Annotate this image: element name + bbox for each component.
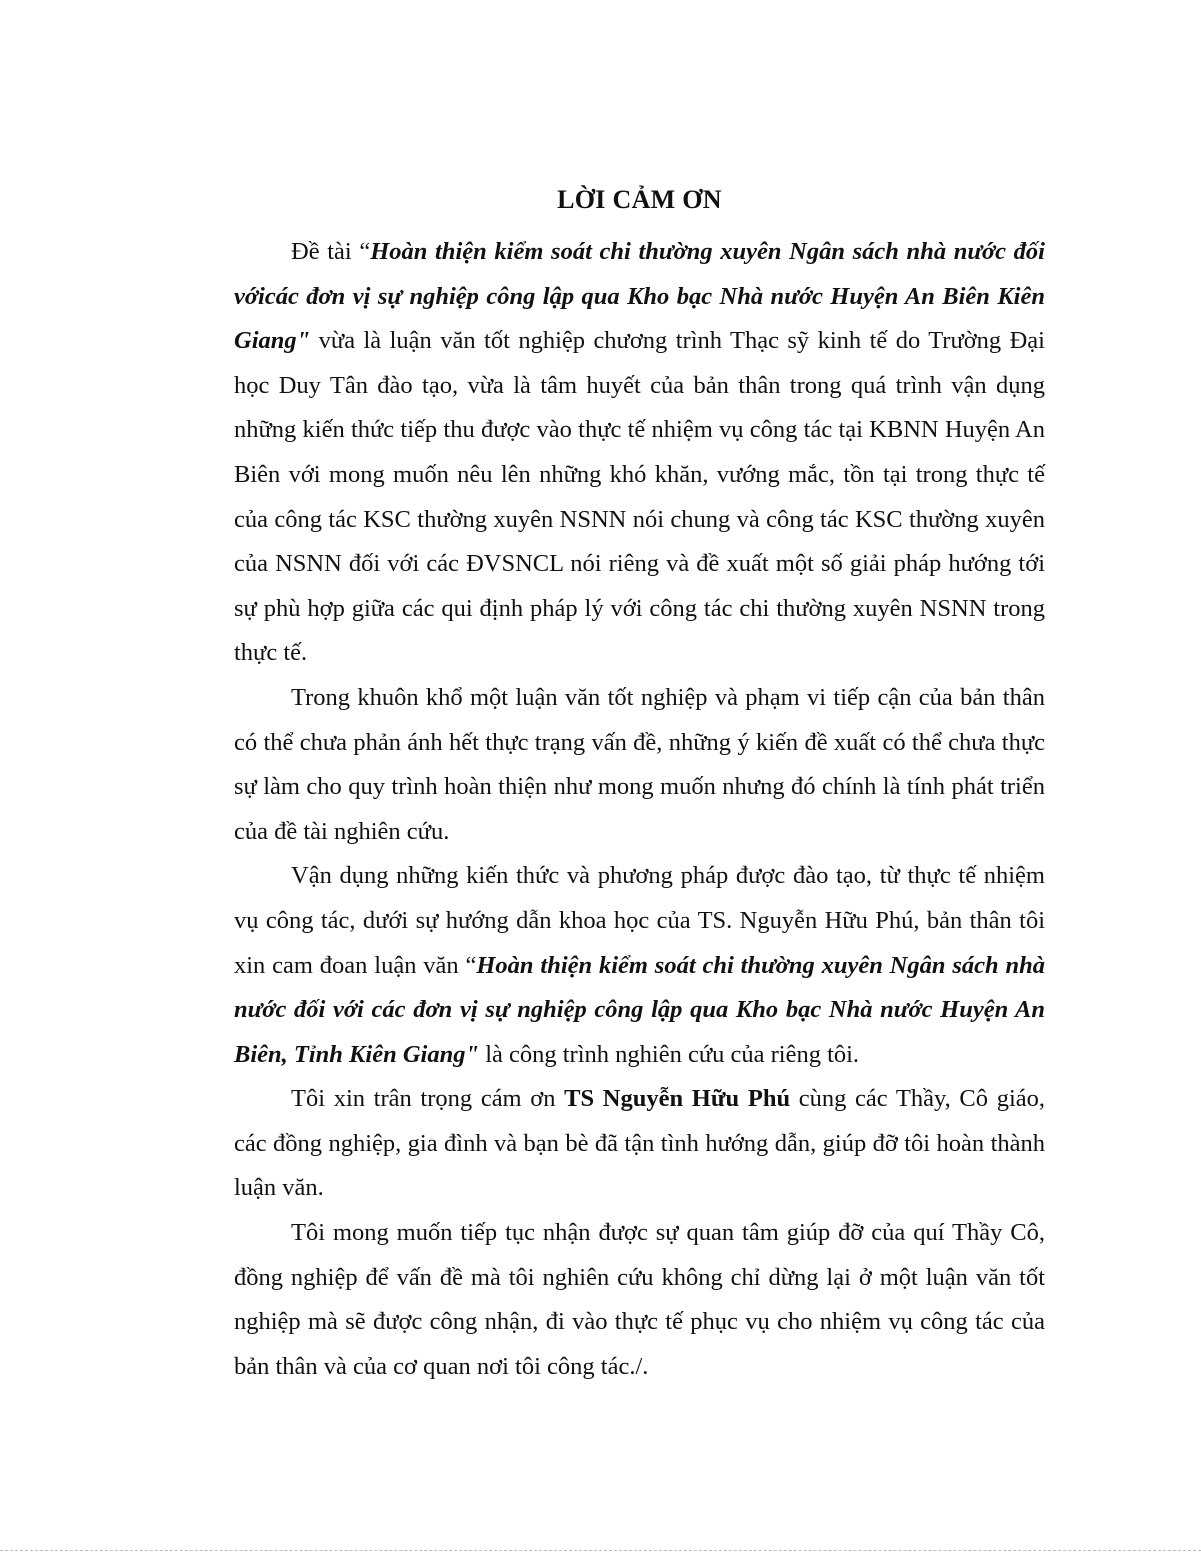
- paragraph-1-intro: Đề tài “: [291, 238, 371, 265]
- page-title: LỜI CẢM ƠN: [557, 185, 722, 214]
- paragraph-1: [234, 230, 1045, 676]
- thesis-title-emphasis: Hoàn thiện kiểm soát chi thường xuyên Ngân sách nhà nước đối vớicác đơn vị sự nghiệp công lập qua Kho bạc Nhà nước Huyện An Biên Kiên Giang": [234, 238, 1045, 355]
- paragraph-4: [234, 1077, 1045, 1211]
- paragraph-4-body: cùng các Thầy, Cô giáo, các đồng nghiệp, gia đình và bạn bè đã tận tình hướng dẫn, giúp đỡ tôi hoàn thành luận văn.: [234, 1085, 1046, 1202]
- paragraph-3-intro: Vận dụng những kiến thức và phương pháp được đào tạo, từ thực tế nhiệm vụ công tác, dưới sự hướng dẫn khoa học của TS. Nguyễn Hữu Phú, bản thân tôi xin cam đoan luận văn “: [234, 862, 1045, 979]
- page-bottom-divider: [0, 1550, 1201, 1551]
- paragraph-3: [234, 854, 1045, 1077]
- document-page: [234, 170, 1045, 1389]
- paragraph-1-body: vừa là luận văn tốt nghiệp chương trình Thạc sỹ kinh tế do Trường Đại học Duy Tân đào tạo, vừa là tâm huyết của bản thân trong quá trình vận dụng những kiến thức tiếp thu được vào thực tế nhiệm vụ công tác tại KBNN Huyện An Biên với mong muốn nêu lên những khó khăn, vướng mắc, tồn tại trong thực tế của công tác KSC thường xuyên NSNN nói chung và công tác KSC thường xuyên của NSNN đối với các ĐVSNCL nói riêng và đề xuất một số giải pháp hướng tới sự phù hợp giữa các qui định pháp lý với công tác chi thường xuyên NSNN trong thực tế.: [234, 327, 1045, 667]
- paragraph-4-intro: Tôi xin trân trọng cám ơn: [291, 1085, 565, 1113]
- paragraph-2: Trong khuôn khổ một luận văn tốt nghiệp và phạm vi tiếp cận của bản thân có thể chưa phản ánh hết thực trạng vấn đề, những ý kiến đề xuất có thể chưa thực sự làm cho quy trình hoàn thiện như mong muốn nhưng đó chính là tính phát triển của đề tài nghiên cứu.: [234, 683, 1045, 845]
- paragraph-5: Tôi mong muốn tiếp tục nhận được sự quan tâm giúp đỡ của quí Thầy Cô, đồng nghiệp để vấn đề mà tôi nghiên cứu không chỉ dừng lại ở một luận văn tốt nghiệp mà sẽ được công nhận, đi vào thực tế phục vụ cho nhiệm vụ công tác của bản thân và của cơ quan nơi tôi công tác./.: [234, 1219, 1045, 1380]
- advisor-name: TS Nguyễn Hữu Phú: [564, 1085, 791, 1113]
- thesis-title-emphasis-2: Hoàn thiện kiểm soát chi thường xuyên Ngân sách nhà nước đối với các đơn vị sự nghiệp công lập qua Kho bạc Nhà nước Huyện An Biên, Tỉnh Kiên Giang": [234, 951, 1045, 1068]
- paragraph-3-end: là công trình nghiên cứu của riêng tôi.: [479, 1040, 860, 1068]
